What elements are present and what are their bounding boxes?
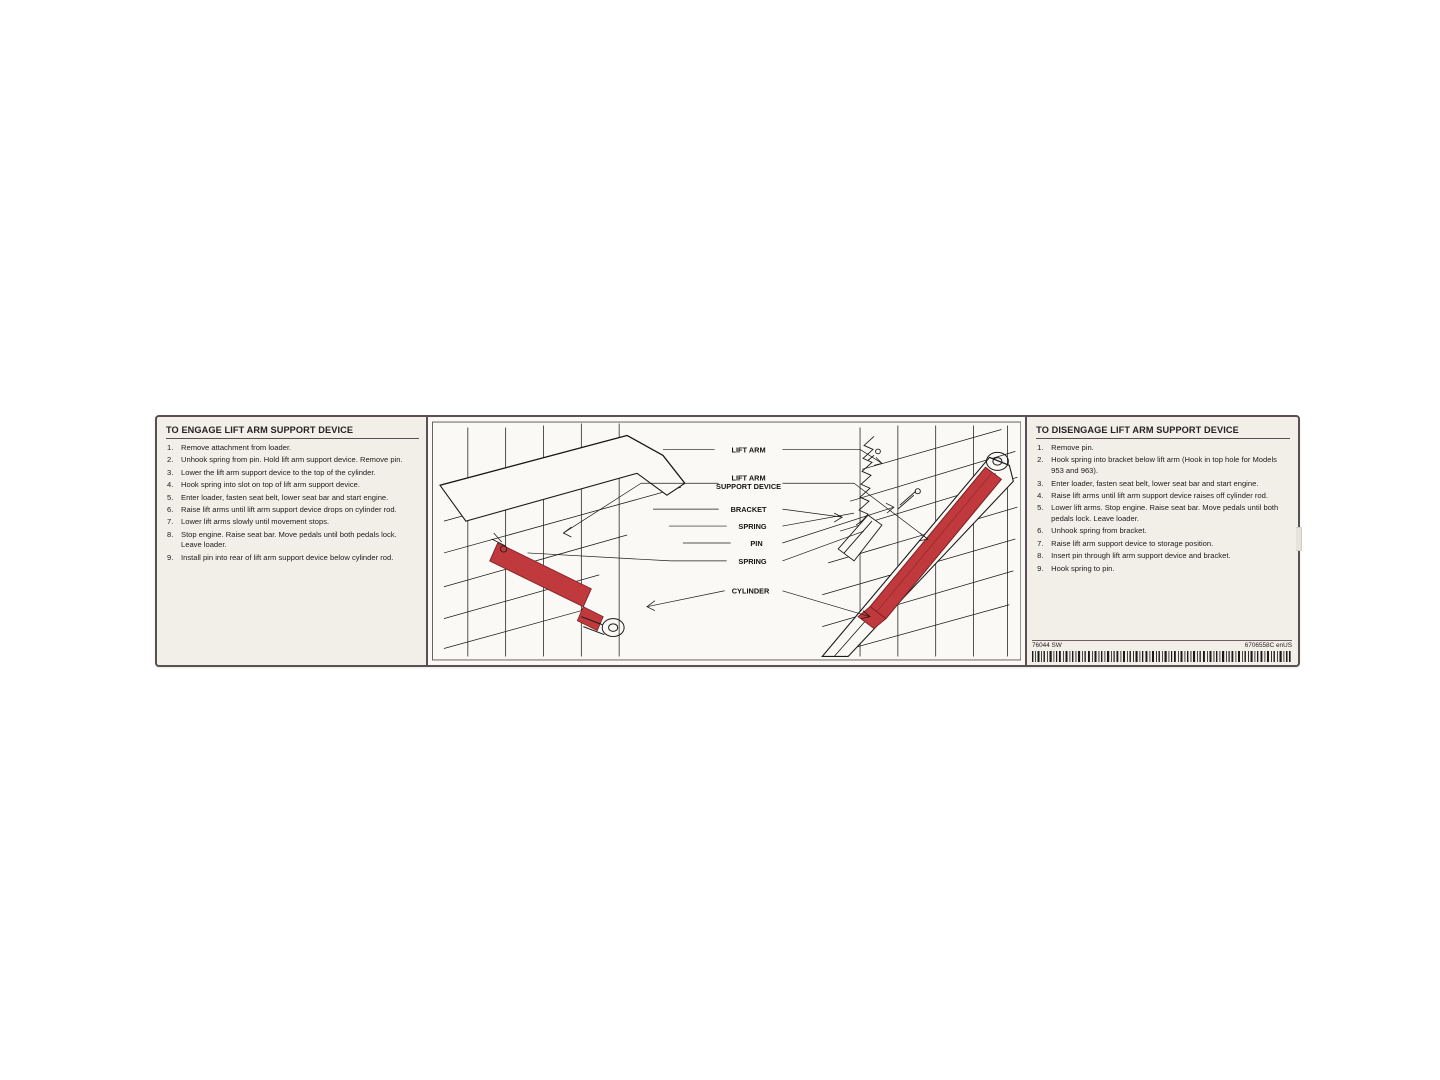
list-item: Install pin into rear of lift arm support device below cylinder rod. <box>181 552 394 562</box>
list-item: Lower the lift arm support device to the top of the cylinder. <box>181 467 376 477</box>
list-item: Hook spring into bracket below lift arm (Hook in top hole for Models 953 and 963). <box>1051 455 1277 476</box>
list-item: Lower lift arms slowly until movement stops. <box>181 517 330 527</box>
list-item: Unhook spring from pin. Hold lift arm support device. Remove pin. <box>181 455 403 465</box>
diagram-panel <box>428 417 1027 665</box>
list-item: Hook spring to pin. <box>1051 563 1115 573</box>
list-item: Remove attachment from loader. <box>181 443 292 452</box>
list-item: Insert pin through lift arm support device and bracket. <box>1051 551 1231 561</box>
decal-edge-tab <box>1296 527 1302 551</box>
list-item: Raise lift arms until lift arm support device drops on cylinder rod. <box>181 504 397 514</box>
list-item: Enter loader, fasten seat belt, lower seat bar and start engine. <box>1051 478 1259 488</box>
lift-arm-support-diagram <box>432 421 1021 661</box>
callout-support-device-line1: LIFT ARM <box>731 473 766 483</box>
list-item: Unhook spring from bracket. <box>1051 526 1147 536</box>
callout-spring-bottom: SPRING <box>738 556 767 566</box>
engage-steps-list <box>166 443 419 564</box>
callout-pin: PIN <box>750 538 763 548</box>
callout-support-device-line2: SUPPORT DEVICE <box>715 482 781 492</box>
callout-bracket: BRACKET <box>730 505 767 515</box>
callout-lift-arm: LIFT ARM <box>731 445 766 455</box>
footer-codes <box>1032 640 1292 649</box>
doc-code: 6706558C enUS <box>1244 642 1292 649</box>
engage-instructions-panel <box>157 417 428 665</box>
lift-arm-support-decal <box>155 415 1300 667</box>
disengage-panel-title: TO DISENGAGE LIFT ARM SUPPORT DEVICE <box>1036 425 1290 439</box>
part-number: 76044 SW <box>1032 642 1062 649</box>
disengage-instructions-panel <box>1027 417 1298 665</box>
list-item: Raise lift arm support device to storage position. <box>1051 538 1214 548</box>
list-item: Lower lift arms. Stop engine. Raise seat bar. Move pedals until both pedals lock. Leave loader. <box>1051 503 1279 524</box>
barcode <box>1032 651 1292 662</box>
callout-cylinder: CYLINDER <box>731 586 770 596</box>
list-item: Hook spring into slot on top of lift arm support device. <box>181 480 360 490</box>
list-item: Enter loader, fasten seat belt, lower seat bar and start engine. <box>181 492 389 502</box>
callout-spring-top: SPRING <box>738 522 767 532</box>
list-item: Raise lift arms until lift arm support device raises off cylinder rod. <box>1051 490 1268 500</box>
engage-panel-title: TO ENGAGE LIFT ARM SUPPORT DEVICE <box>166 425 419 439</box>
disengage-steps-list <box>1036 443 1290 574</box>
list-item: Remove pin. <box>1051 443 1094 452</box>
list-item: Stop engine. Raise seat bar. Move pedals until both pedals lock. Leave loader. <box>181 529 397 550</box>
